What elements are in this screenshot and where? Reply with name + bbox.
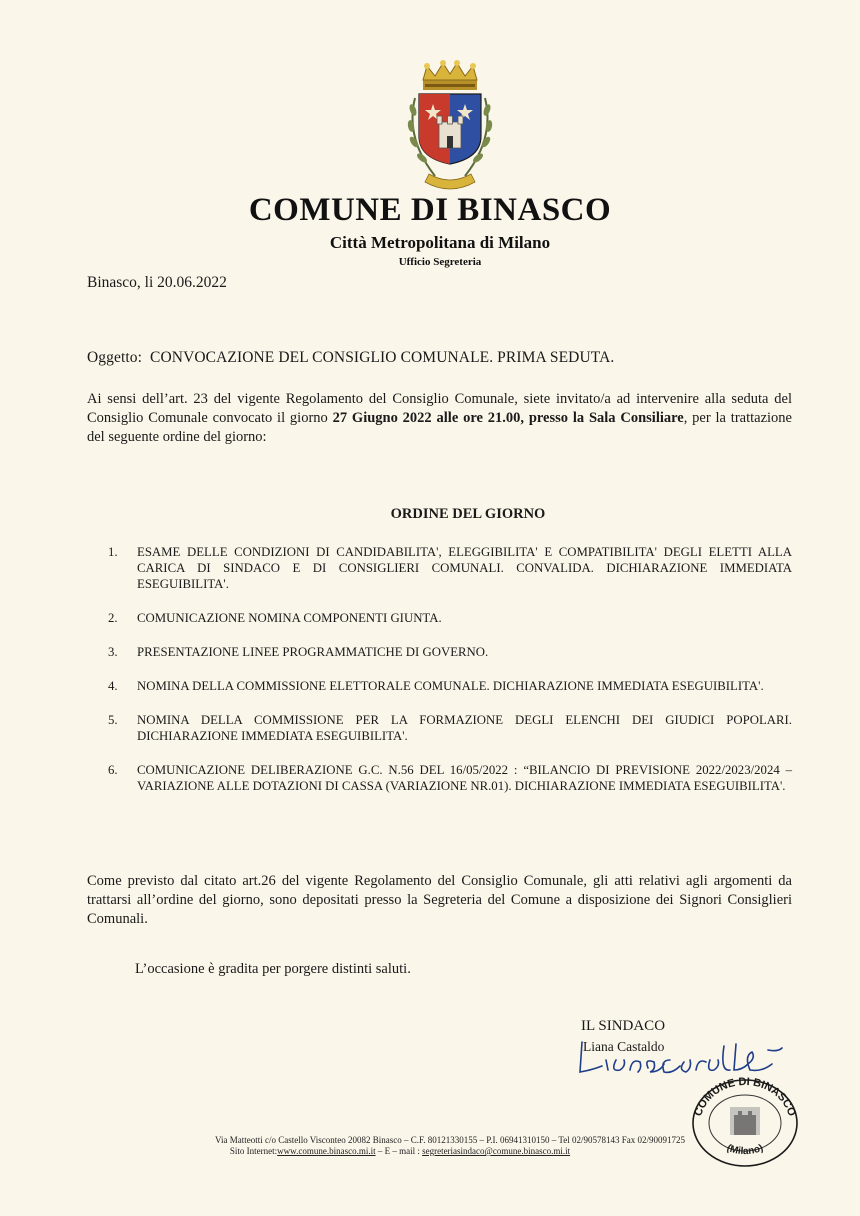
intro-text-1: Ai sensi dell’art. 23 del vigente Regolamento del Consiglio Comunale, siete invitato/a ad intervenire alla seduta del Consiglio Comunale convocato il giorno: [87, 391, 792, 426]
meeting-time: 21.00: [487, 410, 521, 426]
agenda-item: [108, 762, 792, 794]
agenda-item-number: 6.: [108, 763, 118, 777]
agenda-item-number: 3.: [108, 645, 118, 659]
signatory-name: Liana Castaldo: [583, 1039, 665, 1054]
agenda-item-text: NOMINA DELLA COMMISSIONE PER LA FORMAZIONE DEGLI ELENCHI DEI GIUDICI POPOLARI. DICHIARAZIONE IMMEDIATA ESEGUIBILITA'.: [137, 713, 792, 743]
municipality-subtitle: Città Metropolitana di Milano: [329, 233, 551, 252]
municipality-title: COMUNE DI BINASCO: [248, 192, 612, 228]
agenda-item-number: 1.: [108, 545, 118, 559]
footer-contacts: [0, 1146, 800, 1156]
coat-of-arms-icon: [405, 58, 495, 200]
agenda-item: [108, 712, 792, 744]
agenda-item: [108, 544, 792, 592]
footer-address: Via Matteotti c/o Castello Visconteo 20082 Binasco – C.F. 80121330155 – P.I. 06941310150 – Tel 02/90578143 Fax 02/90091725: [215, 1135, 685, 1145]
footer-site-label: Sito Internet:: [229, 1146, 278, 1156]
document-date: Binasco, li 20.06.2022: [87, 274, 227, 291]
subject-line: [87, 349, 614, 367]
signatory-role: IL SINDACO: [581, 1018, 666, 1034]
meeting-location: , presso la Sala Consiliare: [520, 410, 684, 426]
agenda-item-text: COMUNICAZIONE DELIBERAZIONE G.C. N.56 DEL 16/05/2022 : “BILANCIO DI PREVISIONE 2022/2023/2024 – VARIAZIONE ALLE DOTAZIONI DI CASSA (VARIAZIONE NR.01). DICHIARAZIONE IMMEDIATA ESEGUIBILITA'.: [137, 763, 792, 793]
footer-email-label: – E – mail :: [375, 1146, 423, 1156]
intro-paragraph: [87, 390, 792, 447]
office-name: Ufficio Segreteria: [398, 256, 482, 268]
website-link[interactable]: www.comune.binasco.mi.it: [277, 1146, 376, 1156]
agenda-item-text: COMUNICAZIONE NOMINA COMPONENTI GIUNTA.: [137, 611, 442, 625]
agenda-item: [108, 610, 792, 626]
agenda-item: [108, 678, 792, 694]
stamp-top-text: COMUNE DI BINASCO: [692, 1075, 798, 1118]
agenda-item-text: PRESENTAZIONE LINEE PROGRAMMATICHE DI GOVERNO.: [137, 645, 489, 659]
subject-text: CONVOCAZIONE DEL CONSIGLIO COMUNALE. PRIMA SEDUTA.: [150, 349, 615, 366]
intro-text-2: , per la trattazione del seguente ordine del giorno:: [87, 410, 792, 445]
greeting-line: L’occasione è gradita per porgere distinti saluti.: [135, 961, 411, 977]
agenda-item-number: 4.: [108, 679, 118, 693]
stamp-bottom-text: (Milano): [725, 1142, 765, 1158]
agenda-item: [108, 644, 792, 660]
subject-label: Oggetto:: [87, 349, 143, 366]
agenda-title: ORDINE DEL GIORNO: [390, 506, 546, 522]
agenda-item-number: 5.: [108, 713, 118, 727]
agenda-item-text: ESAME DELLE CONDIZIONI DI CANDIDABILITA', ELEGGIBILITA' E COMPATIBILITA' DEGLI ELETTI ALLA CARICA DI SINDACO E DI CONSIGLIERI COMUNALI. CONVALIDA. DICHIARAZIONE IMMEDIATA ESEGUIBILITA'.: [137, 545, 792, 591]
agenda-list: [108, 544, 792, 812]
meeting-date: 27 Giugno 2022: [332, 410, 432, 426]
closing-paragraph: Come previsto dal citato art.26 del vigente Regolamento del Consiglio Comunale, gli atti relativi agli argomenti da trattarsi all’ordine del giorno, sono depositati presso la Segreteria del Comune a disposizione dei Signori Consiglieri Comunali.: [87, 873, 792, 927]
email-link[interactable]: segreteriasindaco@comune.binasco.mi.it: [422, 1146, 571, 1156]
agenda-item-number: 2.: [108, 611, 118, 625]
meeting-time-label: alle ore: [431, 410, 488, 426]
agenda-item-text: NOMINA DELLA COMMISSIONE ELETTORALE COMUNALE. DICHIARAZIONE IMMEDIATA ESEGUIBILITA'.: [137, 679, 764, 693]
